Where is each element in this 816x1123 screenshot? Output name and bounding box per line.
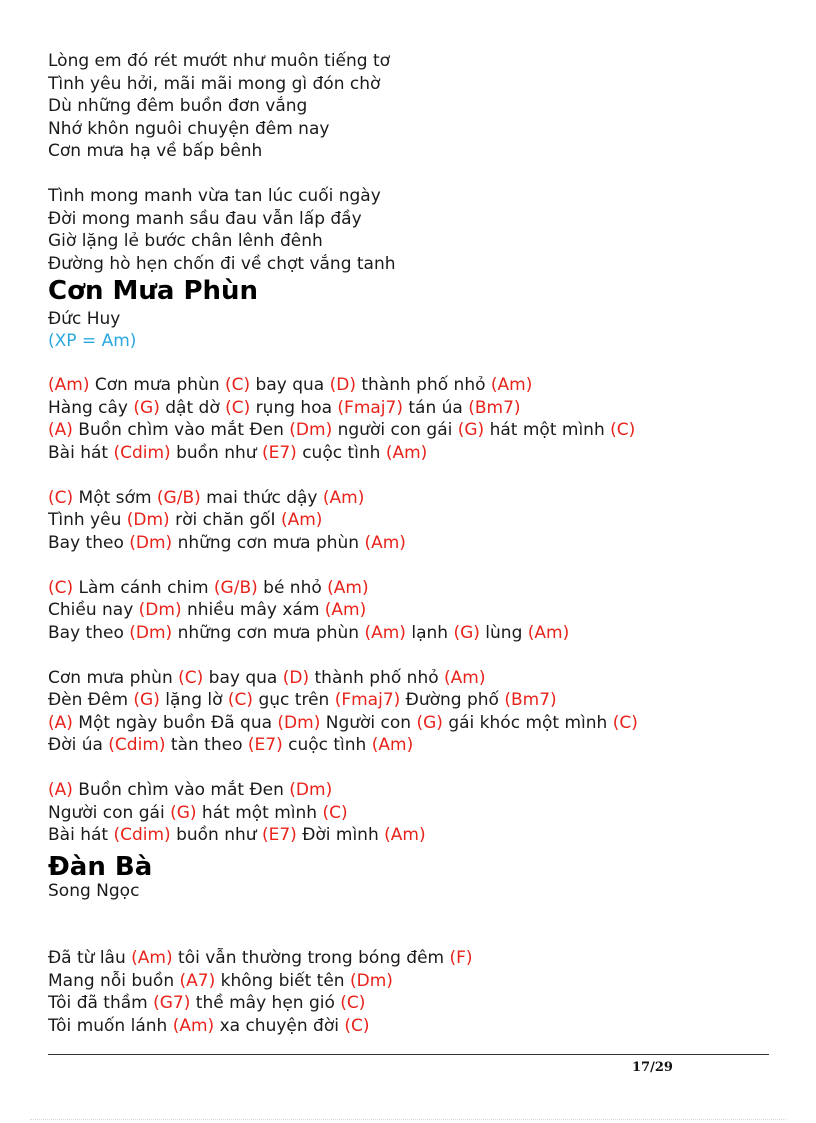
lyric-line: [48, 487, 364, 509]
chord-label: (Dm): [126, 510, 170, 530]
chord-label: (Cdim): [113, 825, 171, 845]
lyric-line: [48, 712, 638, 734]
chord-label: (Bm7): [504, 690, 557, 710]
chord-label: (E7): [247, 735, 283, 755]
chord-label: (Am): [364, 532, 406, 553]
chord-label: (F): [449, 948, 473, 968]
lyric-line: [48, 397, 521, 419]
lyric-text: gục trên: [253, 690, 335, 710]
lyric-line: [48, 734, 413, 756]
chord-label: (Fmaj7): [337, 397, 403, 418]
lyric-line: [48, 374, 532, 396]
lyric-line: [48, 95, 307, 117]
lyric-text: lặng lờ: [159, 690, 228, 710]
lyric-line: [48, 442, 427, 464]
lyric-text: Buồn chìm vào mắt Đen: [72, 780, 290, 800]
lyric-line: [48, 947, 473, 969]
lyric-text: nhiều mây xám: [181, 600, 325, 620]
lyric-text: lùng: [479, 622, 528, 643]
chord-label: (Dm): [138, 600, 182, 620]
page-bottom-edge: [30, 1119, 786, 1120]
chord-label: (A): [48, 780, 73, 800]
chord-label: (Am): [490, 375, 533, 395]
chord-label: (Am): [131, 948, 173, 968]
lyric-line: [48, 599, 366, 621]
song-author-duc-huy: Đức Huy: [48, 309, 121, 329]
song-title-con-mua-phun: Cơn Mưa Phùn: [48, 276, 259, 306]
lyric-line: [48, 208, 362, 230]
lyric-text: Tình yêu: [48, 510, 127, 530]
lyric-line: [48, 970, 393, 992]
lyric-line: [48, 802, 348, 824]
lyric-text: Bay theo: [48, 532, 130, 553]
lyric-text: rời chăn gốI: [169, 510, 281, 530]
lyric-text: bay qua: [250, 375, 330, 395]
lyric-text: bay qua: [203, 667, 283, 688]
song-author-song-ngoc: Song Ngọc: [48, 881, 140, 901]
chord-label: (G): [457, 420, 485, 440]
lyric-text: buồn như: [170, 825, 262, 845]
page-number: 17/29: [632, 1060, 673, 1075]
lyric-line: [48, 140, 262, 162]
chord-label: (G/B): [213, 577, 258, 598]
chord-label: (Dm): [289, 420, 333, 440]
chord-label: (Dm): [129, 622, 173, 643]
chord-label: (A7): [179, 970, 216, 991]
chord-label: (A): [48, 712, 73, 733]
chord-label: (Cdim): [113, 442, 171, 463]
chord-label: (G): [133, 690, 160, 710]
lyric-text: hát một mình: [484, 420, 611, 440]
footer-divider: [48, 1054, 769, 1055]
lyric-text: Mang nỗi buồn: [48, 970, 180, 991]
chord-label: (Am): [48, 375, 90, 395]
lyric-line: [48, 73, 380, 95]
lyric-text: dật dờ: [159, 397, 226, 418]
chord-label: (Am): [385, 442, 428, 463]
lyric-text: Tình mong manh vừa tan lúc cuối ngày: [48, 186, 381, 206]
chord-label: (G): [416, 712, 443, 733]
lyric-text: cuộc tình: [296, 442, 386, 463]
lyric-line: [48, 992, 365, 1014]
lyric-line: [48, 509, 322, 531]
lyric-line: [48, 118, 329, 140]
lyric-text: thành phố nhỏ: [309, 667, 445, 688]
lyric-text: Buồn chìm vào mắt Đen: [72, 420, 290, 440]
lyric-text: tôi vẫn thường trong bóng đêm: [172, 948, 450, 968]
chord-label: (G): [133, 397, 160, 418]
chord-label: (C): [612, 712, 638, 733]
chord-label: (C): [227, 690, 254, 710]
chord-label: (Dm): [129, 532, 173, 553]
lyric-line: [48, 185, 381, 207]
chord-label: (C): [48, 577, 74, 598]
lyric-text: thề mây hẹn gió: [190, 993, 341, 1013]
chord-label: (Dm): [277, 712, 321, 733]
chord-label: (C): [322, 802, 348, 823]
chord-label: (Bm7): [468, 397, 521, 418]
chord-label: (Dm): [349, 970, 393, 991]
lyric-line: [48, 230, 323, 252]
lyric-line: [48, 577, 369, 599]
lyric-text: Bài hát: [48, 825, 114, 845]
lyric-line: [48, 779, 332, 801]
chord-label: (D): [329, 375, 356, 395]
lyric-text: Đã từ lâu: [48, 948, 132, 968]
chord-label: (C): [178, 667, 204, 688]
chord-label: (Dm): [289, 780, 333, 800]
lyric-text: Dù những đêm buồn đơn vắng: [48, 96, 308, 116]
chord-label: (C): [340, 993, 366, 1013]
lyric-line: [48, 50, 390, 72]
lyric-text: mai thức dậy: [200, 487, 323, 508]
chord-label: (C): [225, 397, 251, 418]
chord-label: (Am): [324, 600, 367, 620]
lyric-line: [48, 419, 635, 441]
chord-label: (Am): [364, 622, 406, 643]
lyric-text: Giờ lặng lẻ bước chân lênh đênh: [48, 231, 323, 251]
chord-label: (E7): [261, 825, 297, 845]
lyric-text: Đời mong manh sầu đau vẫn lấp đầy: [48, 208, 362, 229]
lyric-text: hát một mình: [196, 802, 323, 823]
lyric-text: Đời úa: [48, 735, 109, 755]
lyric-line: [48, 824, 426, 846]
lyric-text: Lòng em đó rét mướt như muôn tiếng tơ: [48, 51, 391, 71]
chord-label: (G): [453, 622, 480, 643]
lyric-text: Nhớ khôn nguôi chuyện đêm nay: [48, 118, 330, 139]
lyric-line: [48, 622, 569, 644]
chord-label: (Cdim): [108, 735, 166, 755]
lyric-line: [48, 667, 486, 689]
lyric-text: những cơn mưa phùn: [172, 622, 365, 643]
lyric-text: Hàng cây: [48, 397, 134, 418]
lyric-text: Tình yêu hởi, mãi mãi mong gì đón chờ: [48, 73, 381, 94]
chord-label: (Am): [280, 510, 323, 530]
lyric-text: xa chuyện đời: [214, 1015, 345, 1036]
lyric-text: tàn theo: [165, 735, 248, 755]
chord-label: (Fmaj7): [334, 690, 401, 710]
lyric-text: Người con: [320, 712, 417, 733]
chord-label: (E7): [261, 442, 297, 463]
chord-label: (Am): [327, 577, 369, 598]
lyric-text: tán úa: [402, 397, 469, 418]
lyric-text: buồn như: [170, 442, 262, 463]
lyric-line: [48, 689, 557, 711]
chord-label: (C): [344, 1015, 370, 1036]
lyric-text: người con gái: [332, 420, 458, 440]
lyric-text: Cơn mưa phùn: [89, 375, 225, 395]
chord-label: (Am): [172, 1015, 215, 1036]
lyric-text: Đời mình: [296, 825, 385, 845]
lyric-text: rụng hoa: [250, 397, 338, 418]
chord-label: (D): [282, 667, 310, 688]
lyric-text: gái khóc một mình: [442, 712, 613, 733]
lyric-text: Tôi muốn lánh: [48, 1015, 173, 1036]
lyric-text: bé nhỏ: [257, 577, 328, 598]
lyric-text: lạnh: [405, 622, 454, 643]
lyric-text: Đường hò hẹn chốn đi về chợt vắng tanh: [48, 253, 396, 274]
chord-label: (A): [48, 420, 73, 440]
chord-label: (Am): [444, 667, 486, 688]
lyric-text: Làm cánh chim: [73, 577, 214, 598]
lyric-line: [48, 253, 396, 275]
chord-label: (Am): [322, 487, 365, 508]
lyric-text: Một sớm: [73, 487, 157, 508]
lyric-text: Chiều nay: [48, 600, 139, 620]
chord-label: (Am): [384, 825, 426, 845]
lyric-text: Đèn Đêm: [48, 690, 134, 710]
chord-label: (G/B): [156, 487, 201, 508]
lyric-text: Đường phố: [400, 690, 505, 710]
lyric-text: cuộc tình: [282, 735, 372, 755]
capo-note: (XP = Am): [48, 331, 137, 351]
song-title-dan-ba: Đàn Bà: [48, 852, 153, 882]
lyric-line: [48, 1015, 370, 1037]
chord-label: (G): [170, 802, 197, 823]
lyric-text: không biết tên: [215, 970, 350, 991]
chord-label: (Am): [371, 735, 414, 755]
lyric-text: thành phố nhỏ: [355, 375, 491, 395]
chord-label: (C): [225, 375, 251, 395]
lyric-text: Bài hát: [48, 442, 114, 463]
lyric-text: Bay theo: [48, 622, 130, 643]
lyric-text: Người con gái: [48, 802, 171, 823]
lyric-text: Cơn mưa hạ về bấp bênh: [48, 141, 263, 161]
lyric-text: Một ngày buồn Đã qua: [72, 712, 278, 733]
lyric-line: [48, 532, 406, 554]
chord-label: (C): [610, 420, 636, 440]
chord-label: (C): [48, 487, 74, 508]
lyric-text: Cơn mưa phùn: [48, 667, 179, 688]
chord-label: (Am): [527, 622, 570, 643]
lyric-text: Tôi đã thầm: [48, 993, 154, 1013]
chord-label: (G7): [153, 993, 191, 1013]
lyric-text: những cơn mưa phùn: [172, 532, 365, 553]
